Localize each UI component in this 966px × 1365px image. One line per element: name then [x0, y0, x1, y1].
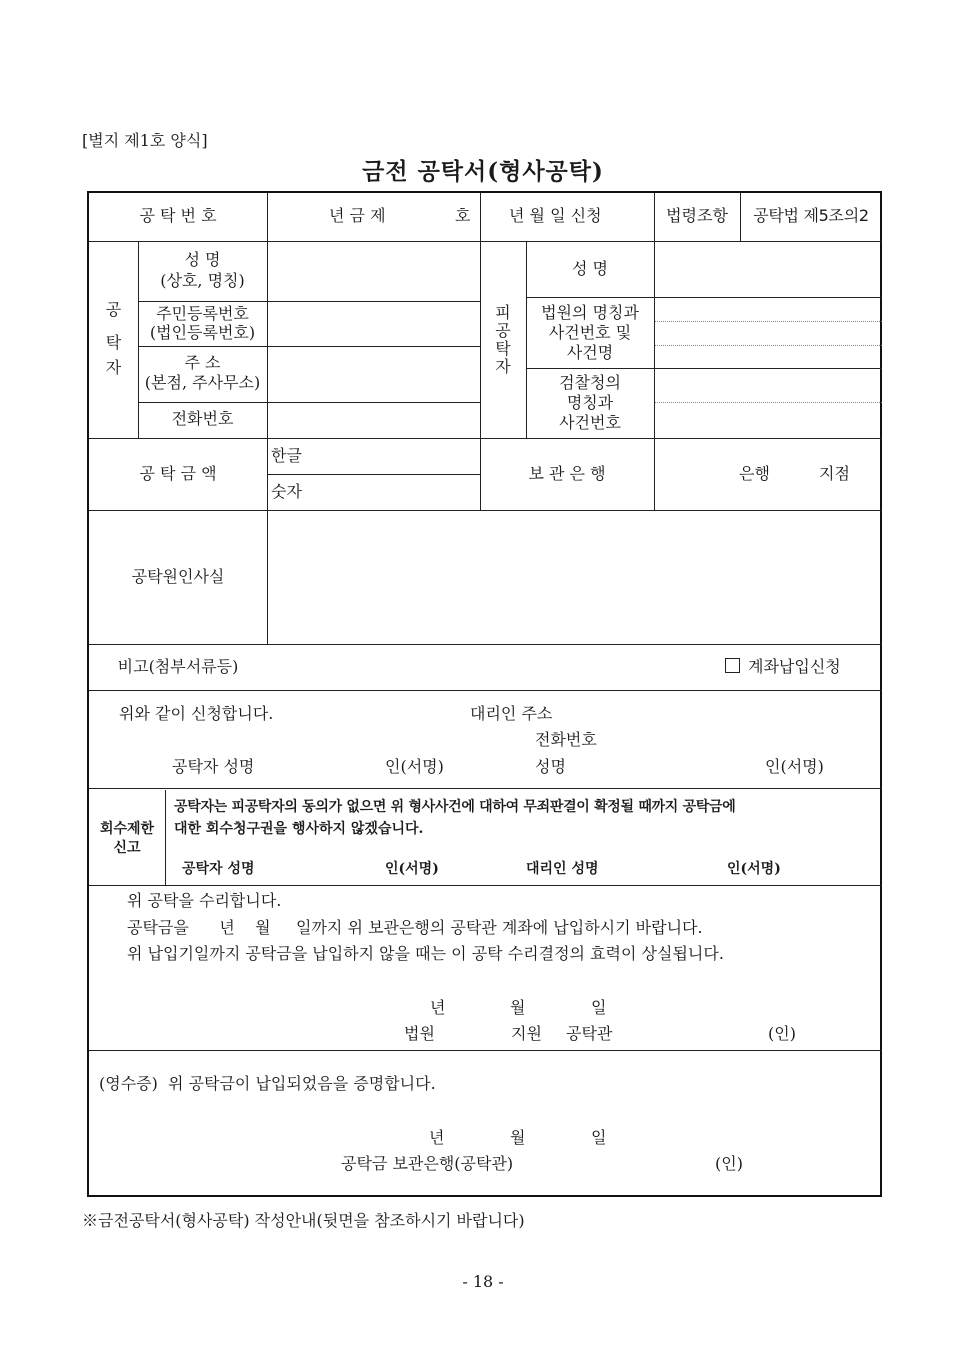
acceptance-seal: (인) — [768, 1024, 796, 1043]
branch-text: 지점 — [819, 464, 850, 483]
prosecutor-label-3: 사건번호 — [559, 413, 621, 432]
depositee-label-char: 피 — [495, 303, 511, 322]
dotted-line — [654, 402, 882, 403]
rule-address — [138, 402, 480, 403]
court-label-2: 사건번호 및 — [548, 323, 632, 342]
remarks-label: 비고(첨부서류등) — [117, 657, 239, 676]
dotted-line — [654, 321, 882, 322]
id-label: 주민등록번호 — [156, 304, 249, 323]
rule-restriction — [89, 788, 882, 789]
rule-receipt — [89, 1050, 882, 1051]
rule-remarks — [89, 644, 882, 645]
agent-phone-label: 전화번호 — [535, 730, 597, 749]
year-label: 년 금 제 — [329, 206, 386, 225]
number-label: 숫자 — [271, 482, 302, 501]
apply-seal-1: 인(서명) — [385, 757, 444, 776]
receipt-text: (영수증) 위 공탁금이 납입되었음을 증명합니다. — [99, 1074, 436, 1093]
acceptance-branch: 지원 — [511, 1024, 542, 1043]
form-tag: [별지 제1호 양식] — [82, 131, 208, 150]
restriction-seal-1: 인(서명) — [385, 861, 439, 877]
rule-cause — [89, 510, 882, 511]
acceptance-officer: 공탁관 — [566, 1024, 613, 1043]
restriction-label-2: 신고 — [113, 840, 141, 856]
address-label: 주 소 — [184, 353, 221, 372]
phone-label: 전화번호 — [171, 409, 234, 428]
receipt-bank: 공탁금 보관은행(공탁관) — [341, 1154, 514, 1173]
account-deposit-option[interactable] — [725, 657, 841, 677]
deposit-no-label: 공 탁 번 호 — [139, 206, 217, 225]
footnote: ※금전공탁서(형사공탁) 작성안내(뒷면을 참조하시기 바랍니다) — [82, 1211, 525, 1230]
law-label: 법령조항 — [666, 206, 728, 225]
rule-acceptance — [89, 885, 882, 886]
rule-court — [526, 368, 882, 369]
acceptance-line-3: 위 납입기일까지 공탁금을 납입하지 않을 때는 이 공탁 수리결정의 효력이 상실됩니다. — [127, 944, 724, 963]
restriction-label-1: 회수제한 — [99, 821, 155, 837]
restriction-text-2: 대한 회수청구권을 행사하지 않겠습니다. — [174, 821, 424, 837]
acceptance-court: 법원 — [404, 1024, 435, 1043]
address-sub: (본점, 주사무소) — [144, 373, 261, 392]
receipt-seal: (인) — [715, 1154, 743, 1173]
depositee-label-char: 공 — [495, 321, 511, 340]
bank-label: 보 관 은 행 — [528, 464, 606, 483]
restriction-depositor-name: 공탁자 성명 — [182, 861, 255, 877]
court-label-3: 사건명 — [566, 343, 614, 362]
apply-statement: 위와 같이 신청합니다. — [119, 704, 274, 723]
cause-label: 공탁원인사실 — [131, 567, 225, 586]
prosecutor-label-2: 명칭과 — [566, 393, 614, 412]
name-label: 성 명 — [184, 250, 221, 269]
prosecutor-label-1: 검찰청의 — [559, 373, 621, 392]
receipt-day: 일 — [591, 1128, 607, 1147]
depositor-label-char: 공 — [105, 300, 122, 319]
receipt-month: 월 — [510, 1128, 526, 1147]
restriction-seal-2: 인(서명) — [727, 861, 781, 877]
law-value: 공탁법 제5조의2 — [753, 206, 869, 225]
account-deposit-checkbox[interactable] — [725, 658, 740, 673]
bank-text: 은행 — [739, 464, 770, 483]
apply-agent-name: 성명 — [535, 757, 566, 776]
rule-amount — [89, 438, 882, 439]
vrule — [267, 241, 268, 644]
acceptance-month: 월 — [510, 998, 526, 1017]
depositee-label-char: 자 — [495, 357, 511, 376]
ho-label: 호 — [455, 206, 471, 225]
amount-label: 공 탁 금 액 — [139, 464, 217, 483]
acceptance-line-2: 공탁금을 년 월 일까지 위 보관은행의 공탁관 계좌에 납입하시기 바랍니다. — [127, 918, 703, 937]
page-number: - 18 - — [462, 1272, 504, 1291]
depositee-label-char: 탁 — [495, 339, 511, 358]
acceptance-line-1: 위 공탁을 수리합니다. — [127, 891, 282, 910]
depositee-name-label: 성 명 — [572, 259, 608, 278]
vrule — [267, 193, 268, 241]
receipt-year: 년 — [429, 1128, 445, 1147]
id-sub: (법인등록번호) — [149, 323, 256, 342]
restriction-text-1: 공탁자는 피공탁자의 동의가 없으면 위 형사사건에 대하여 무죄판결이 확정될 때까지 공탁금에 — [174, 799, 736, 815]
rule-id — [138, 346, 480, 347]
name-sub: (상호, 명칭) — [160, 271, 245, 290]
dotted-line — [654, 345, 882, 346]
apply-depositor-name: 공탁자 성명 — [172, 757, 255, 776]
account-deposit-label: 계좌납입신청 — [748, 657, 841, 676]
rule-apply — [89, 690, 882, 691]
depositor-label-char: 자 — [105, 358, 122, 377]
vrule — [480, 193, 481, 241]
court-label-1: 법원의 명칭과 — [541, 303, 639, 322]
rule-hangul — [267, 474, 480, 475]
hangul-label: 한글 — [271, 446, 302, 465]
rule-depositee-name — [526, 297, 882, 298]
restriction-agent-name: 대리인 성명 — [526, 861, 599, 877]
depositor-label-char: 탁 — [105, 333, 122, 352]
agent-address-label: 대리인 주소 — [470, 704, 553, 723]
rule-row1 — [89, 241, 882, 242]
vrule — [165, 790, 166, 885]
deposit-form-table — [87, 191, 882, 1197]
vrule — [654, 241, 655, 510]
acceptance-year: 년 — [430, 998, 446, 1017]
page-title: 금전 공탁서(형사공탁) — [362, 158, 604, 185]
apply-seal-2: 인(서명) — [765, 757, 824, 776]
rule-name — [138, 301, 480, 302]
acceptance-day: 일 — [591, 998, 607, 1017]
application-date: 년 월 일 신청 — [509, 206, 602, 225]
